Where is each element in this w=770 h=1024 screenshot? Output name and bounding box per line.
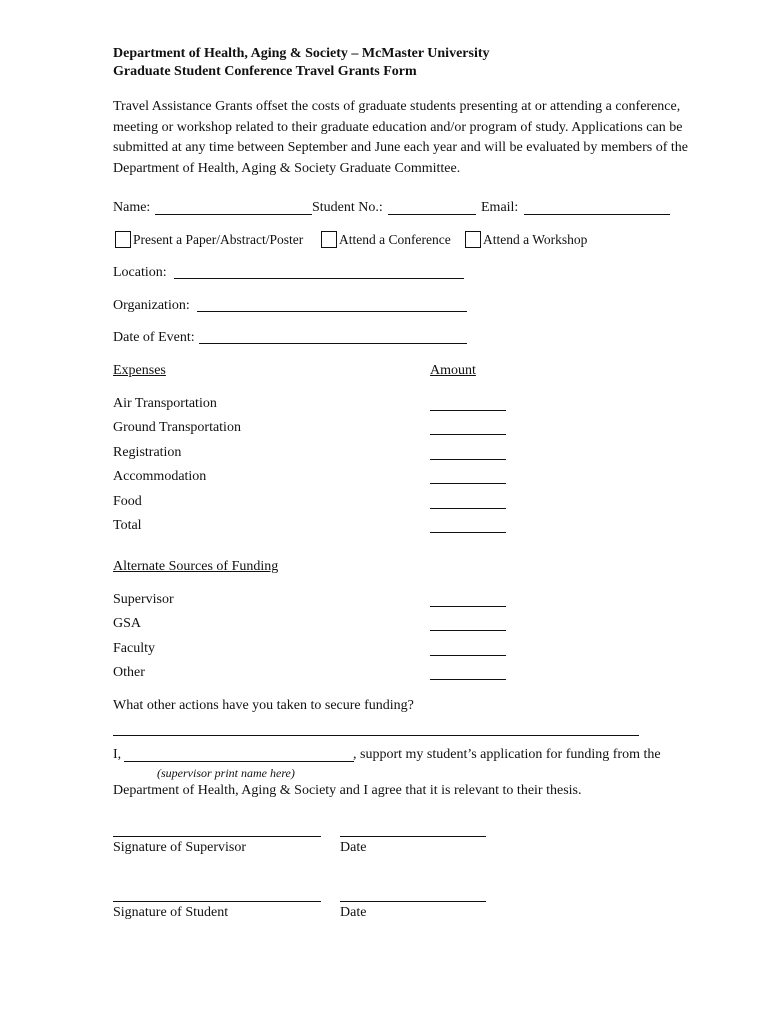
organization-field[interactable]	[197, 311, 467, 312]
student-date-label: Date	[340, 905, 367, 920]
funding-item: Other	[113, 665, 145, 680]
supervisor-signature-label: Signature of Supervisor	[113, 840, 246, 855]
name-field[interactable]	[155, 214, 312, 215]
location-field[interactable]	[174, 278, 464, 279]
supervisor-prefix: I,	[113, 747, 122, 762]
funding-amount-field[interactable]	[430, 679, 506, 680]
expense-item: Registration	[113, 445, 182, 460]
workshop-option-label: Attend a Workshop	[483, 232, 588, 247]
funding-item: Supervisor	[113, 592, 174, 607]
actions-answer-field[interactable]	[113, 735, 639, 736]
funding-amount-field[interactable]	[430, 630, 506, 631]
workshop-checkbox[interactable]	[465, 231, 481, 248]
expenses-heading: Expenses	[113, 363, 166, 378]
student-date-field[interactable]	[340, 901, 486, 902]
intro-paragraph	[113, 97, 693, 179]
expense-amount-field[interactable]	[430, 459, 506, 460]
supervisor-name-hint: (supervisor print name here)	[157, 766, 295, 780]
date-of-event-label: Date of Event:	[113, 330, 195, 345]
department-title: Department of Health, Aging & Society – McMaster University	[113, 46, 490, 61]
funding-amount-field[interactable]	[430, 606, 506, 607]
supervisor-date-label: Date	[340, 840, 367, 855]
supervisor-date-field[interactable]	[340, 836, 486, 837]
student-no-label: Student No.:	[312, 200, 383, 215]
present-checkbox[interactable]	[115, 231, 131, 248]
expense-amount-field[interactable]	[430, 532, 506, 533]
organization-label: Organization:	[113, 298, 190, 313]
conference-option-label: Attend a Conference	[339, 232, 451, 247]
intro-line: meeting or workshop related to their graduate education and/or program of study. Applications can be	[113, 119, 683, 135]
expense-item: Food	[113, 494, 142, 509]
funding-item: GSA	[113, 616, 142, 631]
expense-item: Air Transportation	[113, 396, 217, 411]
intro-line: submitted at any time between September and June each year and will be evaluated by members of the	[113, 140, 688, 155]
expense-amount-field[interactable]	[430, 410, 506, 411]
supervisor-statement-line: Department of Health, Aging & Society and I agree that it is relevant to their thesis.	[113, 783, 582, 798]
student-signature-field[interactable]	[113, 901, 321, 902]
funding-heading: Alternate Sources of Funding	[113, 559, 279, 574]
email-field[interactable]	[524, 214, 670, 215]
email-label: Email:	[481, 200, 519, 215]
supervisor-suffix: , support my student’s application for funding from the	[353, 747, 661, 762]
expense-amount-field[interactable]	[430, 434, 506, 435]
student-no-field[interactable]	[388, 214, 476, 215]
expense-item: Ground Transportation	[113, 420, 241, 435]
location-label: Location:	[113, 265, 167, 280]
name-label: Name:	[113, 200, 151, 215]
intro-line: Travel Assistance Grants offset the costs of graduate students presenting at or attending a conference,	[113, 99, 681, 114]
amount-heading: Amount	[430, 363, 476, 378]
actions-question: What other actions have you taken to secure funding?	[113, 698, 414, 713]
intro-line: Department of Health, Aging & Society Graduate Committee.	[113, 160, 461, 176]
present-option-label: Present a Paper/Abstract/Poster	[133, 232, 304, 247]
date-of-event-field[interactable]	[199, 343, 467, 344]
supervisor-name-field[interactable]	[124, 761, 354, 762]
funding-item: Faculty	[113, 641, 155, 656]
expense-amount-field[interactable]	[430, 483, 506, 484]
expense-item: Total	[113, 518, 142, 533]
conference-checkbox[interactable]	[321, 231, 337, 248]
student-signature-label: Signature of Student	[113, 905, 229, 920]
funding-amount-field[interactable]	[430, 655, 506, 656]
expense-item: Accommodation	[113, 469, 207, 484]
expense-amount-field[interactable]	[430, 508, 506, 509]
supervisor-signature-field[interactable]	[113, 836, 321, 837]
form-title: Graduate Student Conference Travel Grants Form	[113, 64, 417, 79]
